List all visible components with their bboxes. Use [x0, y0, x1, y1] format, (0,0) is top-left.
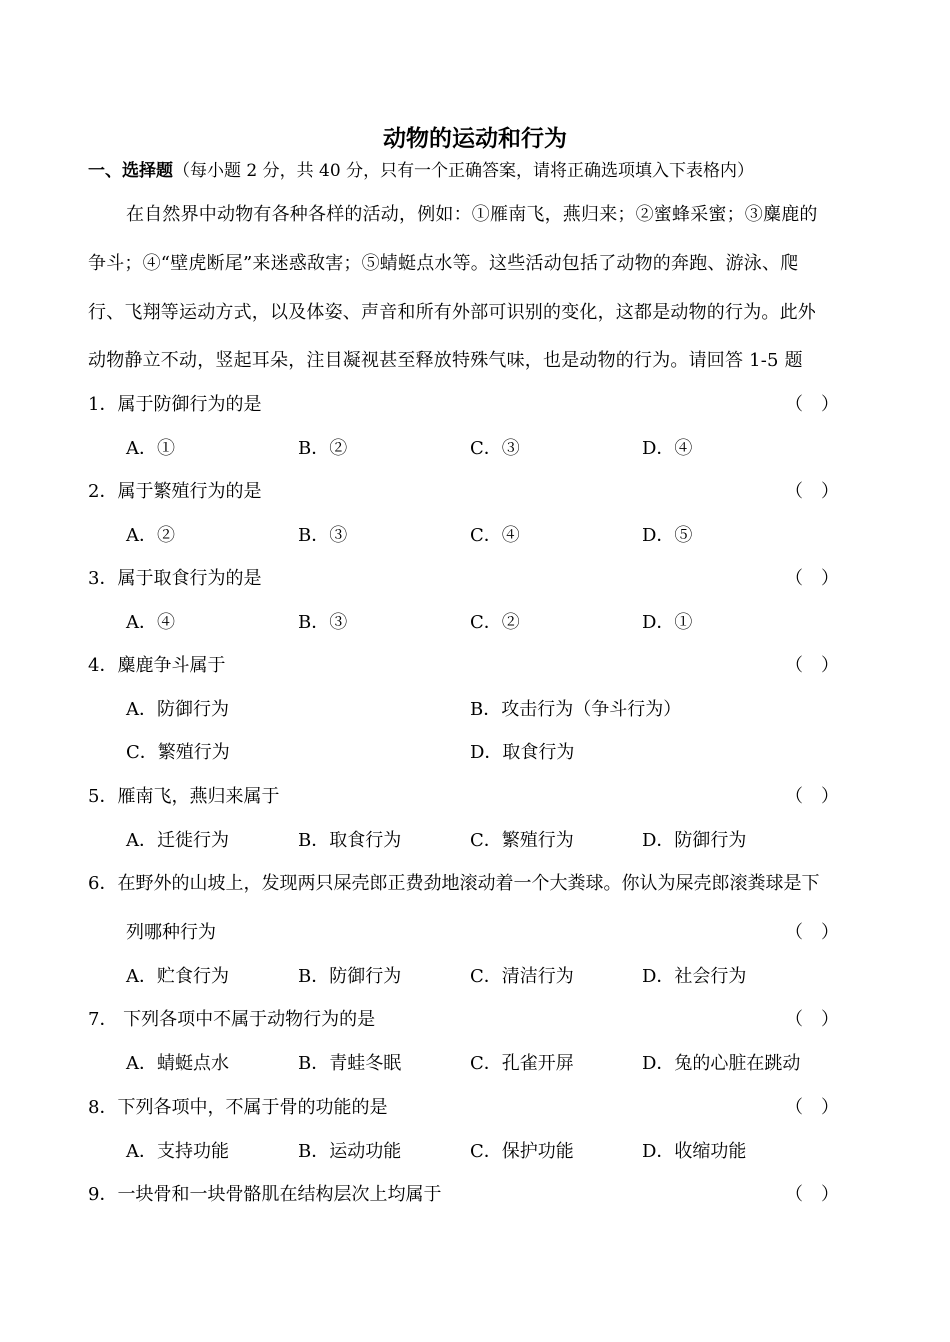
answer-paren: （ ） — [785, 481, 839, 502]
option-d: D．④ — [642, 438, 693, 459]
question-8-stem: 8．下列各项中，不属于骨的功能的是 — [88, 1097, 388, 1118]
option-a: A．防御行为 — [126, 699, 229, 720]
answer-paren: （ ） — [785, 1184, 839, 1205]
answer-paren: （ ） — [785, 1009, 839, 1030]
question-7-stem: 7． 下列各项中不属于动物行为的是 — [88, 1009, 376, 1030]
question-5-stem: 5．雁南飞，燕归来属于 — [88, 786, 280, 807]
option-c: C．孔雀开屏 — [470, 1053, 574, 1074]
option-a: A．支持功能 — [126, 1141, 229, 1162]
passage-line: 争斗；④“壁虎断尾”来迷惑敌害；⑤蜻蜓点水等。这些活动包括了动物的奔跑、游泳、爬 — [88, 253, 799, 274]
question-4-stem: 4．麋鹿争斗属于 — [88, 655, 226, 676]
option-c: C．繁殖行为 — [470, 830, 574, 851]
option-b: B．青蛙冬眠 — [298, 1053, 402, 1074]
option-d: D．① — [642, 612, 693, 633]
option-d: D．社会行为 — [642, 966, 747, 987]
option-d: D．防御行为 — [642, 830, 747, 851]
page-title: 动物的运动和行为 — [383, 126, 567, 152]
option-c: C．③ — [470, 438, 520, 459]
option-a: A．① — [126, 438, 175, 459]
option-c: C．② — [470, 612, 520, 633]
answer-paren: （ ） — [785, 655, 839, 676]
option-c: C．清洁行为 — [470, 966, 574, 987]
answer-paren: （ ） — [785, 568, 839, 589]
question-1-stem: 1．属于防御行为的是 — [88, 394, 262, 415]
question-3-stem: 3．属于取食行为的是 — [88, 568, 262, 589]
option-d: D．兔的心脏在跳动 — [642, 1053, 801, 1074]
question-6-stem-continued: 列哪种行为 — [126, 922, 216, 943]
answer-paren: （ ） — [785, 786, 839, 807]
question-9-stem: 9．一块骨和一块骨骼肌在结构层次上均属于 — [88, 1184, 442, 1205]
option-d: D．收缩功能 — [642, 1141, 747, 1162]
option-a: A．贮食行为 — [126, 966, 229, 987]
question-2-stem: 2．属于繁殖行为的是 — [88, 481, 262, 502]
answer-paren: （ ） — [785, 922, 839, 943]
section-heading — [88, 156, 888, 181]
passage-line: 在自然界中动物有各种各样的活动，例如：①雁南飞，燕归来；②蜜蜂采蜜；③麋鹿的 — [126, 204, 818, 225]
option-a: A．迁徙行为 — [126, 830, 229, 851]
option-b: B．取食行为 — [298, 830, 402, 851]
option-a: A．② — [126, 525, 175, 546]
option-a: A．④ — [126, 612, 175, 633]
option-d: D．取食行为 — [470, 742, 575, 763]
option-b: B．② — [298, 438, 348, 459]
passage-line: 动物静立不动，竖起耳朵，注目凝视甚至释放特殊气味，也是动物的行为。请回答 1-5 题 — [88, 350, 803, 371]
option-b: B．攻击行为（争斗行为） — [470, 699, 682, 720]
option-c: C．④ — [470, 525, 520, 546]
option-b: B．防御行为 — [298, 966, 402, 987]
option-b: B．③ — [298, 525, 348, 546]
option-a: A．蜻蜓点水 — [126, 1053, 229, 1074]
option-b: B．运动功能 — [298, 1141, 402, 1162]
answer-paren: （ ） — [785, 394, 839, 415]
question-6-stem: 6．在野外的山坡上，发现两只屎壳郎正费劲地滚动着一个大粪球。你认为屎壳郎滚粪球是下 — [88, 873, 820, 894]
answer-paren: （ ） — [785, 1097, 839, 1118]
option-c: C．保护功能 — [470, 1141, 574, 1162]
section-title: 一、选择题 — [88, 161, 173, 181]
option-c: C．繁殖行为 — [126, 742, 230, 763]
option-b: B．③ — [298, 612, 348, 633]
option-d: D．⑤ — [642, 525, 693, 546]
passage-line: 行、飞翔等运动方式，以及体姿、声音和所有外部可识别的变化，这都是动物的行为。此外 — [88, 302, 816, 323]
section-note: （每小题 2 分，共 40 分，只有一个正确答案，请将正确选项填入下表格内） — [173, 161, 755, 181]
